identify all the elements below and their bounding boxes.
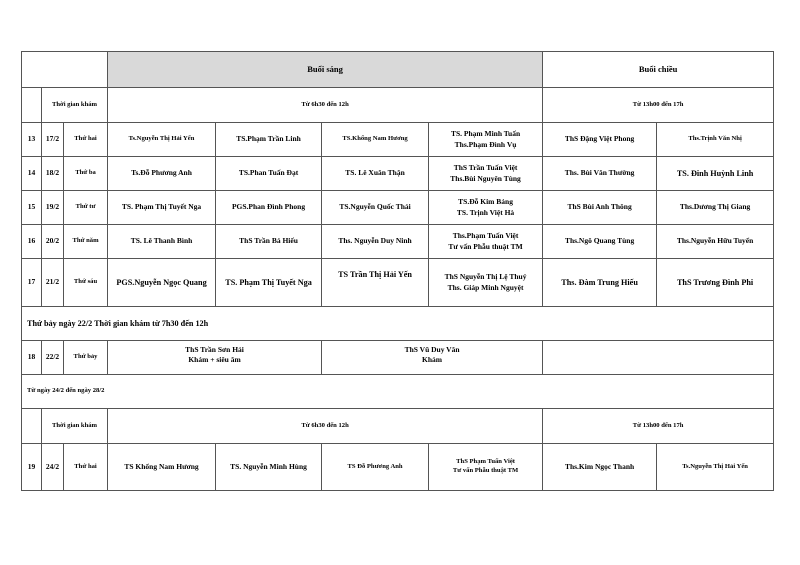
doctor-cell: ThS Phạm Tuấn Việt Tư vấn Phẫu thuật TM: [429, 444, 543, 491]
row-number: 13: [22, 123, 42, 157]
afternoon-time: Từ 13h00 đến 17h: [543, 88, 774, 123]
row-day: Thứ sáu: [64, 259, 108, 307]
doctor-cell: ThS Vũ Duy Vân Khám: [322, 341, 543, 375]
doctor-cell: ThS Trần Sơn Hải Khám + siêu âm: [108, 341, 322, 375]
exam-time-label: Thời gian khám: [42, 88, 108, 123]
morning-time: Từ 6h30 đến 12h: [108, 88, 543, 123]
doctor-cell: ThS Trương Đình Phi: [657, 259, 774, 307]
doctor-cell: ThS Trần Tuấn Việt Ths.Bùi Nguyên Tùng: [429, 157, 543, 191]
time-header-row: [22, 409, 774, 444]
doctor-cell: TS.Nguyễn Quốc Thái: [322, 191, 429, 225]
table-row: [22, 157, 774, 191]
doctor-cell: Ths.Ngô Quang Tùng: [543, 225, 657, 259]
row-number: 18: [22, 341, 42, 375]
doctor-cell: Ths.Kim Ngọc Thanh: [543, 444, 657, 491]
row-number: 16: [22, 225, 42, 259]
doctor-cell: PGS.Phan Đình Phong: [216, 191, 322, 225]
row-number: 14: [22, 157, 42, 191]
doctor-cell: TS.Đỗ Kim Bảng TS. Trịnh Việt Hà: [429, 191, 543, 225]
row-day: Thứ ba: [64, 157, 108, 191]
doctor-cell: ThS Đặng Việt Phong: [543, 123, 657, 157]
table-row: [22, 259, 774, 307]
morning-header: Buổi sáng: [108, 52, 543, 88]
afternoon-header: Buổi chiều: [543, 52, 774, 88]
row-date: 22/2: [42, 341, 64, 375]
row-day: Thứ hai: [64, 444, 108, 491]
doctor-cell: PGS.Nguyễn Ngọc Quang: [108, 259, 216, 307]
exam-time-label: Thời gian khám: [42, 409, 108, 444]
doctor-cell: Ths. Đàm Trung Hiếu: [543, 259, 657, 307]
doctor-cell: TS. Lê Thanh Bình: [108, 225, 216, 259]
row-date: 18/2: [42, 157, 64, 191]
doctor-cell: ThS Trần Bá Hiếu: [216, 225, 322, 259]
row-day: Thứ năm: [64, 225, 108, 259]
doctor-cell: TS Khổng Nam Hương: [108, 444, 216, 491]
doctor-cell: TS. Nguyễn Minh Hùng: [216, 444, 322, 491]
doctor-cell: Ths.Trịnh Văn Nhị: [657, 123, 774, 157]
doctor-cell: TS. Phạm Thị Tuyết Nga: [108, 191, 216, 225]
doctor-cell: ThS Nguyễn Thị Lệ Thuý Ths. Giáp Minh Nguyệt: [429, 259, 543, 307]
doctor-cell: ThS Bùi Anh Thông: [543, 191, 657, 225]
table-row: [22, 341, 774, 375]
doctor-cell: TS.Khổng Nam Hương: [322, 123, 429, 157]
schedule-table: [21, 51, 774, 491]
doctor-cell: TS. Phạm Minh Tuấn Ths.Phạm Đình Vụ: [429, 123, 543, 157]
row-number: 17: [22, 259, 42, 307]
row-date: 17/2: [42, 123, 64, 157]
row-date: 21/2: [42, 259, 64, 307]
doctor-cell: TS Trần Thị Hải Yến: [322, 259, 429, 307]
doctor-cell: Ts.Nguyễn Thị Hải Yến: [657, 444, 774, 491]
doctor-cell: Ths.Nguyễn Hữu Tuyển: [657, 225, 774, 259]
saturday-note: Thứ bảy ngày 22/2 Thời gian khám từ 7h30 đến 12h: [22, 307, 774, 341]
row-day: Thứ tư: [64, 191, 108, 225]
table-row: [22, 191, 774, 225]
row-date: 19/2: [42, 191, 64, 225]
table-row: [22, 444, 774, 491]
row-date: 20/2: [42, 225, 64, 259]
doctor-cell: TS. Đinh Huỳnh Linh: [657, 157, 774, 191]
table-row: [22, 123, 774, 157]
morning-time: Từ 6h30 đến 12h: [108, 409, 543, 444]
empty-cell: [543, 341, 774, 375]
row-day: Thứ hai: [64, 123, 108, 157]
time-header-row: [22, 88, 774, 123]
doctor-cell: TS Đỗ Phương Anh: [322, 444, 429, 491]
week-note: Từ ngày 24/2 đến ngày 28/2: [22, 375, 774, 409]
doctor-cell: TS. Phạm Thị Tuyết Nga: [216, 259, 322, 307]
week-note-row: [22, 375, 774, 409]
afternoon-time: Từ 13h00 đến 17h: [543, 409, 774, 444]
doctor-cell: Ths.Phạm Tuấn Việt Tư vấn Phẫu thuật TM: [429, 225, 543, 259]
doctor-cell: TS.Phạm Trần Linh: [216, 123, 322, 157]
row-number: 19: [22, 444, 42, 491]
saturday-note-row: [22, 307, 774, 341]
doctor-cell: Ths.Dương Thị Giang: [657, 191, 774, 225]
doctor-cell: Ths. Nguyễn Duy Ninh: [322, 225, 429, 259]
table-row: [22, 225, 774, 259]
row-day: Thứ bảy: [64, 341, 108, 375]
row-number: 15: [22, 191, 42, 225]
doctor-cell: Ths. Bùi Văn Thường: [543, 157, 657, 191]
doctor-cell: TS.Phan Tuấn Đạt: [216, 157, 322, 191]
blank-header-cell: [22, 52, 108, 88]
session-header-row: [22, 52, 774, 88]
row-date: 24/2: [42, 444, 64, 491]
doctor-cell: Ts.Đỗ Phương Anh: [108, 157, 216, 191]
doctor-cell: Ts.Nguyễn Thị Hải Yến: [108, 123, 216, 157]
doctor-cell: TS. Lê Xuân Thận: [322, 157, 429, 191]
